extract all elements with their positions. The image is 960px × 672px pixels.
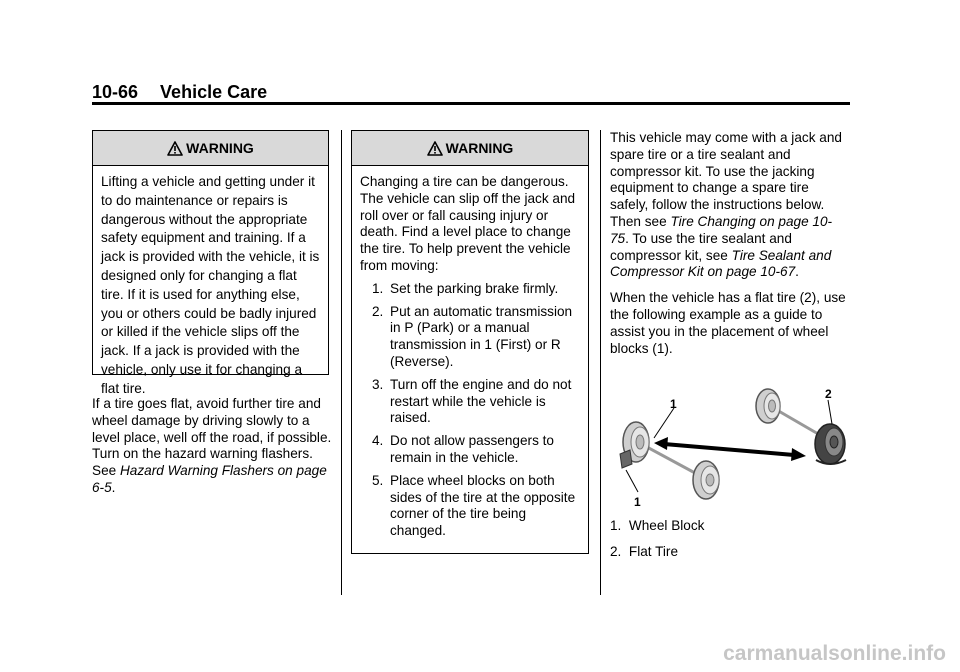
callout-2: 2: [825, 387, 832, 401]
legend-number: 2.: [610, 543, 622, 559]
warning-title: WARNING: [445, 140, 514, 156]
step-item: [360, 377, 580, 427]
wheel-block-diagram: [610, 380, 850, 508]
callout-1-top: 1: [670, 397, 677, 411]
column-3-text: [610, 130, 850, 357]
step-number: 3.: [372, 376, 384, 392]
diagonal-arrow: [654, 437, 806, 461]
page-number: 10-66: [92, 82, 139, 102]
warning-header: [93, 131, 328, 166]
callout-leader-2: [828, 400, 832, 424]
paragraph-text: If a tire goes flat, avoid further tire and wheel damage by driving slowly to a level place, well off the road, if possible. Turn on the hazard warning flashers. See: [92, 396, 332, 479]
text-span: .: [795, 264, 799, 280]
warning-intro: Changing a tire can be dangerous. The vehicle can slip off the jack and roll over or fall causing injury or death. Find a level place to change the tire. To help prevent the vehicle from moving:: [360, 174, 576, 273]
paragraph-end: .: [111, 479, 116, 495]
header-rule: [92, 102, 850, 105]
rear-right-wheel: [693, 461, 719, 499]
step-text: Place wheel blocks on both sides of the tire at the opposite corner of the tire being changed.: [390, 472, 576, 539]
step-number: 5.: [372, 472, 384, 488]
step-item: [360, 281, 580, 298]
step-number: 1.: [372, 280, 384, 296]
warning-triangle-icon: [427, 141, 443, 156]
step-text: Set the parking brake firmly.: [390, 280, 559, 296]
jack-info-paragraph: [610, 130, 850, 281]
callout-leader-1b: [626, 470, 638, 492]
sealant-kit-link[interactable]: Tire Sealant and Compressor Kit on page 10-67: [610, 247, 832, 280]
warning-body: [352, 166, 588, 554]
flat-tire-wheel: [815, 424, 846, 464]
warning-box-lifting: [92, 130, 329, 396]
step-item: [360, 433, 580, 467]
text-span: This vehicle may come with a jack and spare tire or a tire sealant and compressor kit. To use the jacking equipment to change a spare tire safely, follow the instructions below. Then see: [610, 130, 842, 229]
column-divider-2: [600, 130, 601, 595]
wheel-block-paragraph: When the vehicle has a flat tire (2), use the following example as a guide to assist you in the placement of wheel blocks (1).: [610, 290, 846, 356]
warning-box-tire-change: [351, 130, 589, 554]
section-title: Vehicle Care: [160, 82, 268, 102]
column-divider-1: [341, 130, 342, 595]
step-item: [360, 304, 580, 371]
warning-triangle-icon: [167, 141, 183, 156]
steps-list: [360, 281, 580, 540]
wheel-block-shape: [620, 450, 632, 468]
page-header: [92, 80, 850, 104]
step-text: Do not allow passengers to remain in the vehicle.: [390, 433, 554, 465]
step-text: Turn off the engine and do not restart while the vehicle is raised.: [390, 376, 572, 426]
step-text: Put an automatic transmission in P (Park) or a manual transmission in 1 (First) or R (Reverse).: [390, 303, 573, 369]
warning-header: [352, 131, 588, 166]
step-number: 2.: [372, 303, 384, 319]
figure-legend: [610, 518, 704, 570]
wheel-block-illustration: [610, 380, 850, 508]
step-item: [360, 473, 580, 540]
front-left-wheel: [756, 389, 780, 423]
legend-item: [610, 544, 704, 561]
watermark: carmanualsonline.info: [723, 642, 946, 665]
text-span: . To use the tire sealant and compressor kit, see: [610, 230, 792, 263]
legend-number: 1.: [610, 518, 622, 533]
legend-item: [610, 518, 704, 535]
callout-leader-1a: [654, 408, 674, 438]
legend-text: Wheel Block: [628, 518, 705, 533]
warning-body: Lifting a vehicle and getting under it to do maintenance or repairs is dangerous without the appropriate safety equipment and training. If a jack is provided with the vehicle, it is designed only for changing a flat tire. If it is used for anything else, you or others could be badly injured or killed if the vehicle slips off the jack. If a jack is provided with the vehicle, only use it for changing a flat tire.: [101, 174, 320, 396]
step-number: 4.: [372, 433, 384, 449]
warning-title: WARNING: [186, 140, 254, 156]
tire-changing-link[interactable]: Tire Changing on page 10-75: [610, 213, 833, 246]
legend-text: Flat Tire: [628, 543, 679, 559]
flat-tire-paragraph: [92, 396, 332, 497]
callout-1-bottom: 1: [634, 495, 641, 508]
hazard-flashers-link[interactable]: Hazard Warning Flashers on page 6-5: [92, 463, 327, 495]
